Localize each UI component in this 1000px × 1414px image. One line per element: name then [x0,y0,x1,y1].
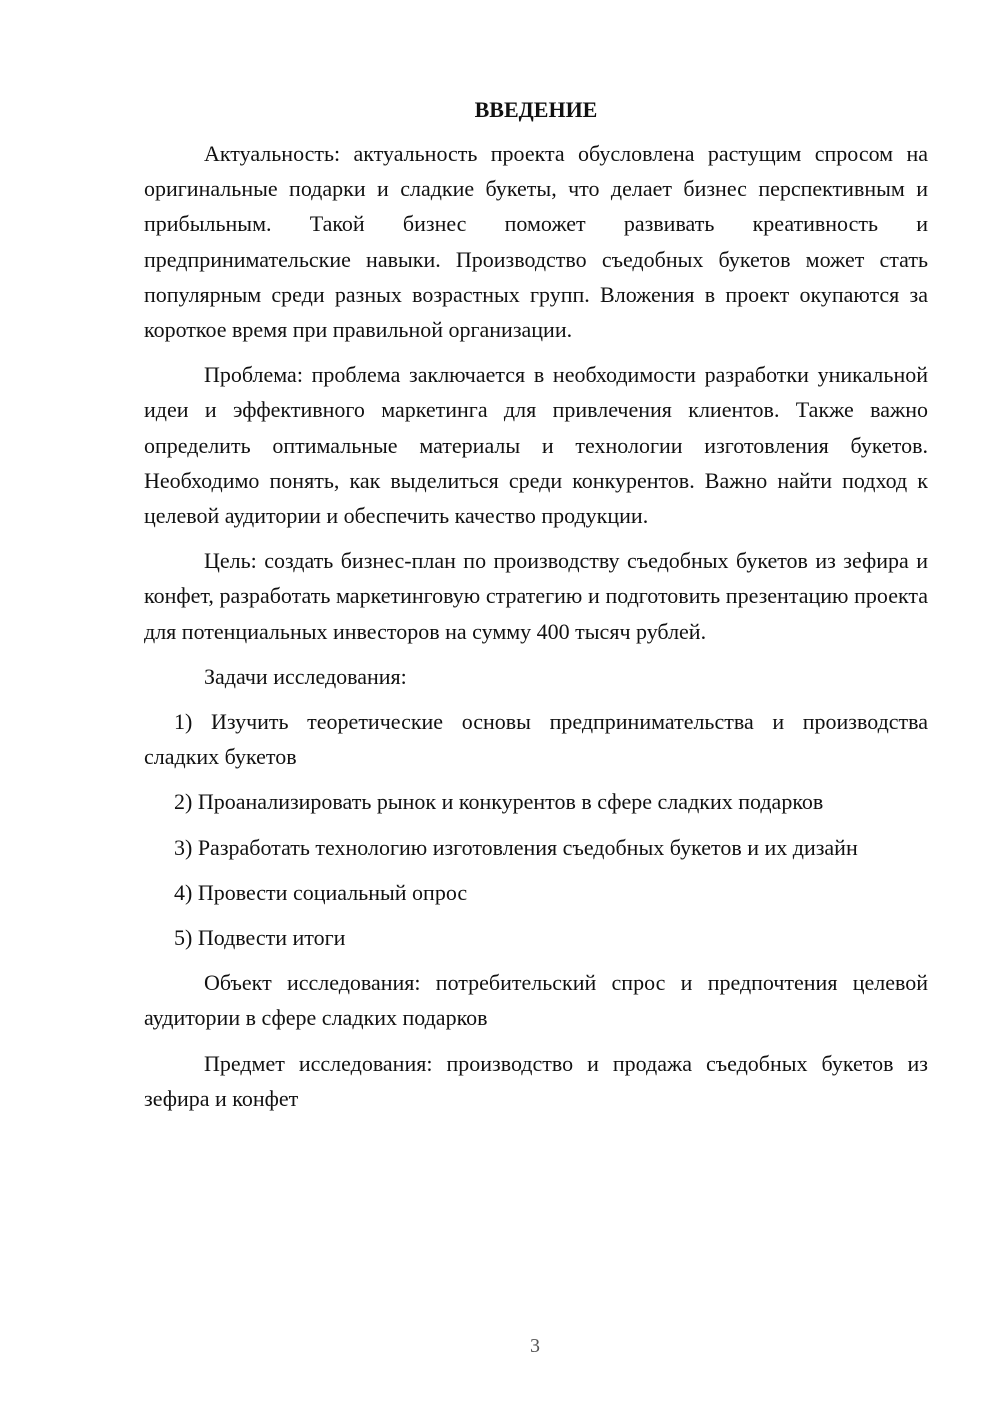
task-item-1: 1) Изучить теоретические основы предпринимательства и производства сладких букетов [144,709,928,770]
problem-paragraph: Проблема: проблема заключается в необходимости разработки уникальной идеи и эффективного маркетинга для привлечения клиентов. Также важно определить оптимальные материалы и технологии изготовления букетов. Необходимо понять, как выделиться среди конкурентов. Важно найти подход к целевой аудитории и обеспечить качество продукции. [144,362,928,529]
object-paragraph: Объект исследования: потребительский спрос и предпочтения целевой аудитории в сфере сладких подарков [144,970,928,1031]
page-number: 3 [530,1335,540,1357]
task-item-4: 4) Провести социальный опрос [174,879,468,905]
tasks-heading: Задачи исследования: [204,663,407,689]
document-page [144,96,928,1126]
relevance-paragraph: Актуальность: актуальность проекта обусловлена растущим спросом на оригинальные подарки и сладкие букеты, что делает бизнес перспективным и прибыльным. Такой бизнес поможет развивать креативность и предпринимательские навыки. Производство съедобных букетов может стать популярным среди разных возрастных групп. Вложения в проект окупаются за короткое время при правильной организации. [144,141,928,343]
task-item-5: 5) Подвести итоги [174,925,346,951]
subject-paragraph: Предмет исследования: производство и продажа съедобных букетов из зефира и конфет [144,1050,928,1111]
task-item-2: 2) Проанализировать рынок и конкурентов в сфере сладких подарков [174,789,824,815]
task-item-3: 3) Разработать технологию изготовления съедобных букетов и их дизайн [174,834,858,860]
section-title: ВВЕДЕНИЕ [474,97,598,122]
goal-paragraph: Цель: создать бизнес-план по производству съедобных букетов из зефира и конфет, разработать маркетинговую стратегию и подготовить презентацию проекта для потенциальных инвесторов на сумму 400 тысяч рублей. [144,548,928,644]
